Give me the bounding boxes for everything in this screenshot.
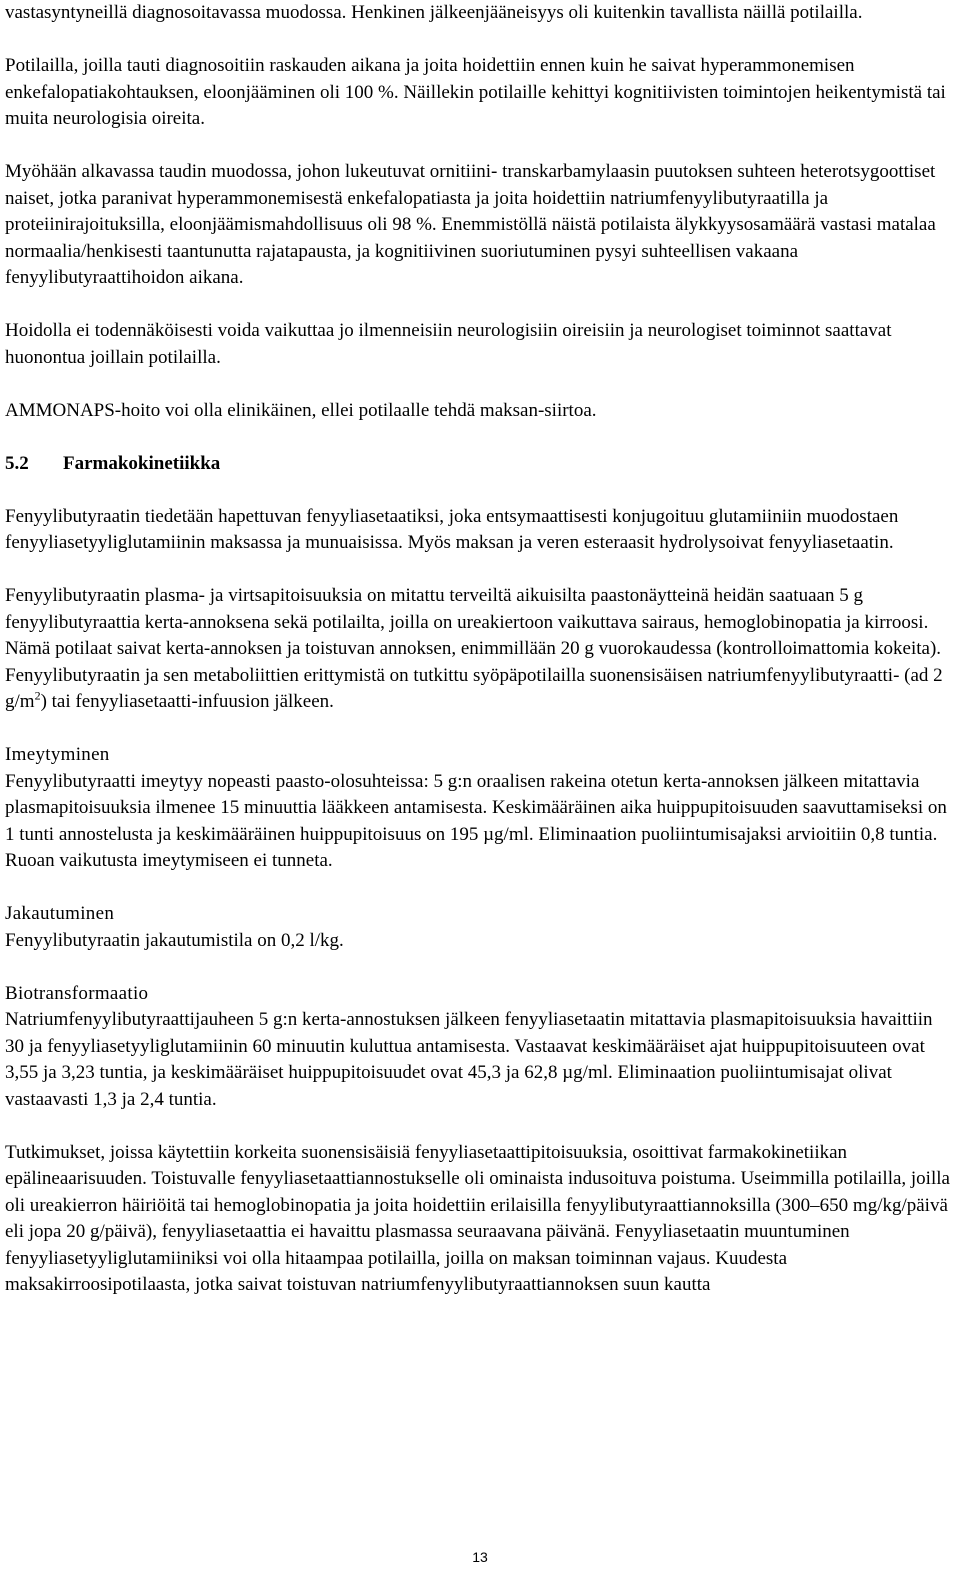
paragraph-gap	[5, 424, 955, 451]
paragraph-neurological-symptoms: Hoidolla ei todennäköisesti voida vaikuttaa jo ilmenneisiin neurologisiin oireisiin ja neurologiset toiminnot saattavat huonontua joillain potilailla.	[5, 320, 892, 368]
subheading-distribution: Jakautuminen	[5, 903, 115, 924]
paragraph-gap	[5, 954, 955, 981]
paragraph-mental-retardation: vastasyntyneillä diagnosoitavassa muodossa. Henkinen jälkeenjääneisyys oli kuitenkin tavallista näillä potilailla.	[5, 2, 863, 23]
subheading-absorption: Imeytyminen	[5, 744, 110, 765]
paragraph-studies: Tutkimukset, joissa käytettiin korkeita suonensisäisiä fenyyliasetaattipitoisuuksia, osoittivat farmakokinetiikan epälineaarisuuden. Toistuvalle fenyyliasetaattiannostukselle oli ominaista indusoituva poistuma. Useimmilla potilailla, joilla oli ureakierron häiriöitä tai hemoglobinopatia ja joita hoidettiin erilaisilla fenyylibutyraattiannoksilla (300–650 mg/kg/päivä eli jopa 20 g/päivä), fenyyliasetaattia ei havaittu plasmassa seuraavana päivänä. Fenyyliasetaatin muuntuminen fenyyliasetyyliglutamiiniksi voi olla hitaampaa potilailla, joilla on maksan toiminnan vajaus. Kuudesta maksakirroosipotilaasta, jotka saivat toistuvan natriumfenyylibutyraattiannoksen suun kautta	[5, 1141, 950, 1295]
subheading-biotransformation: Biotransformaatio	[5, 982, 149, 1004]
section-title: Farmakokinetiikka	[63, 452, 221, 474]
paragraph-plasma-urine	[5, 583, 955, 716]
plasma-text-after: ) tai fenyyliasetaatti-infuusion jälkeen.	[40, 691, 334, 712]
section-heading	[5, 451, 955, 478]
paragraph-gap	[5, 1113, 955, 1140]
paragraph-distribution: Fenyylibutyraatin jakautumistila on 0,2 l/kg.	[5, 929, 344, 951]
paragraph-biotransformation: Natriumfenyylibutyraattijauheen 5 g:n kerta-annostuksen jälkeen fenyyliasetaatin mitattavia plasmapitoisuuksia havaittiin 30 ja fenyyliasetyyliglutamiinin 60 minuutin kuluttua antamisesta. Vastaavat keskimääräiset ajat huippupitoisuuteen ovat 3,55 ja 3,23 tuntia, ja keskimääräiset huippupitoisuudet ovat 45,3 ja 62,8 µg/ml. Eliminaation puoliintumisajat olivat vastaavasti 1,3 ja 2,4 tuntia.	[5, 1009, 933, 1110]
paragraph-late-onset: Myöhään alkavassa taudin muodossa, johon lukeutuvat ornitiini- transkarbamylaasin puutoksen suhteen heterotsygoottiset naiset, jotka paranivat hyperammonemisestä enkefalopatiasta ja joita hoidettiin natriumfenyylibutyraatilla ja proteiinirajoituksilla, eloonjäämismahdollisuus oli 98 %. Enemmistöllä näistä potilaista älykkyysosamäärä vastasi matalaa normaalia/henkisesti taantunutta rajatapausta, ja kognitiivinen suoriutuminen pysyi suhteellisen vakaana fenyylibutyraattihoidon aikana.	[5, 161, 936, 288]
paragraph-metabolism: Fenyylibutyraatin tiedetään hapettuvan fenyyliasetaatiksi, joka entsymaattisesti konjugoituu glutamiiniin muodostaen fenyyliasetyyliglutamiinin maksassa ja munuaisissa. Myös maksan ja veren esteraasit hydrolysoivat fenyyliasetaatin.	[5, 505, 899, 553]
paragraph-gap	[5, 27, 955, 54]
paragraph-gap	[5, 477, 955, 504]
plasma-text-before: Fenyylibutyraatin plasma- ja virtsapitoisuuksia on mitattu terveiltä aikuisilta paastonäytteinä heidän saatuaan 5 g fenyylibutyraattia kerta-annoksena sekä potilailta, joilla on ureakiertoon vaikuttava sairaus, hemoglobinopatia ja kirroosi. Nämä potilaat saivat kerta-annoksen ja toistuvan annoksen, enimmillään 20 g vuorokaudessa (kontrolloimattomia kokeita). Fenyylibutyraatin ja sen metaboliittien erittymistä on tutkittu syöpäpotilailla suonensisäisen natriumfenyylibutyraatti- (ad 2 g/m	[5, 585, 943, 712]
paragraph-lifelong-treatment: AMMONAPS-hoito voi olla elinikäinen, ellei potilaalle tehdä maksan-siirtoa.	[5, 399, 597, 421]
document-page	[5, 0, 955, 1299]
paragraph-gap	[5, 557, 955, 584]
paragraph-absorption: Fenyylibutyraatti imeytyy nopeasti paasto-olosuhteissa: 5 g:n oraalisen rakeina otetun kerta-annoksen jälkeen mitattavia plasmapitoisuuksia ilmenee 15 minuuttia lääkkeen antamisesta. Keskimääräinen aika huippupitoisuuden saavuttamiseksi on 1 tunti annostelusta ja keskimääräinen huippupitoisuus on 195 µg/ml. Eliminaation puoliintumisajaksi arvioitiin 0,8 tuntia. Ruoan vaikutusta imeytymiseen ei tunneta.	[5, 770, 947, 871]
section-number: 5.2	[5, 452, 29, 474]
paragraph-gap	[5, 292, 955, 319]
page-number: 13	[472, 1549, 488, 1565]
paragraph-gap	[5, 716, 955, 743]
paragraph-gap	[5, 875, 955, 902]
paragraph-prenatal-diagnosis: Potilailla, joilla tauti diagnosoitiin raskauden aikana ja joita hoidettiin ennen kuin he saivat hyperammonemisen enkefalopatiakohtauksen, eloonjääminen oli 100 %. Näillekin potilaille kehittyi kognitiivisten toimintojen heikentymistä tai muita neurologisia oireita.	[5, 55, 946, 129]
superscript-two: 2	[34, 688, 41, 703]
paragraph-gap	[5, 371, 955, 398]
paragraph-gap	[5, 133, 955, 160]
